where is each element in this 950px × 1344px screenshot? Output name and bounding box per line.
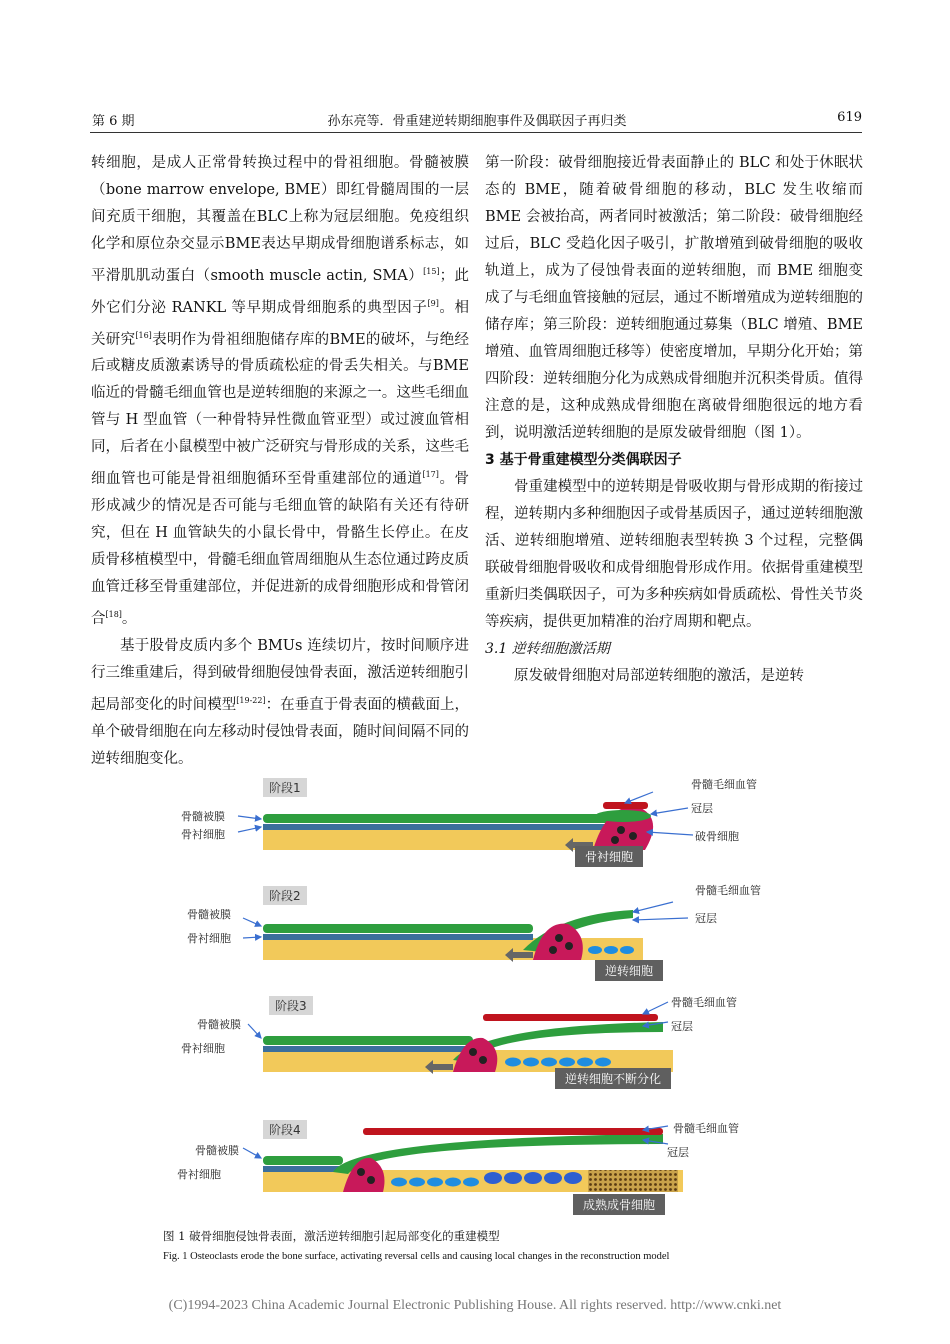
label-canopy: 冠层 (691, 802, 713, 815)
label-blc: 骨衬细胞 (177, 1168, 221, 1181)
label-osteoclast: 破骨细胞 (695, 830, 739, 843)
paragraph: 原发破骨细胞对局部逆转细胞的激活，是逆转 (514, 668, 804, 684)
citation[interactable]: [19-22] (236, 696, 266, 706)
label-bme: 骨髓被膜 (187, 908, 231, 921)
label-bme: 骨髓被膜 (181, 810, 225, 823)
right-column (485, 150, 863, 690)
paragraph: 骨重建模型中的逆转期是骨吸收期与骨形成期的衔接过程，逆转期内多种细胞因子或骨基质因子，通过逆转细胞激活、逆转细胞增殖、逆转细胞表型转换 3 个过程，完整偶联破骨细胞骨吸收和成骨细胞骨形成作用。依据骨重建模型重新归类偶联因子，可为多种疾病如骨质疏松、骨性关节炎等疾病，提供更加精准的治疗周期和靶点。 (485, 479, 863, 630)
label-canopy: 冠层 (695, 912, 717, 925)
stage-2-label: 阶段2 (263, 886, 307, 905)
stage-3-label: 阶段3 (269, 996, 313, 1015)
running-title: 孙东亮等．骨重建逆转期细胞事件及偶联因子再归类 (327, 114, 627, 129)
citation[interactable]: [16] (135, 330, 152, 340)
citation[interactable]: [15] (423, 267, 440, 276)
label-blc: 骨衬细胞 (187, 932, 231, 945)
paragraph: 基于股骨皮质内多个 BMUs 连续切片，按时间顺序进行三维重建后，得到破骨细胞侵蚀骨表面，激活逆转细胞引起局部变化的时间模型[19-22]：在垂直于骨表面的横截面上，单个破骨细胞在向左移动时侵蚀骨表面，随时间间隔不同的逆转细胞变化。 (91, 638, 470, 767)
label-blc: 骨衬细胞 (181, 828, 225, 841)
citation[interactable]: [9] (427, 298, 439, 308)
label-capillary: 骨髓毛细血管 (673, 1122, 739, 1135)
label-blc: 骨衬细胞 (181, 1042, 225, 1055)
label-capillary: 骨髓毛细血管 (695, 884, 761, 897)
paragraph: 第一阶段：破骨细胞接近骨表面静止的 BLC 和处于休眠状态的 BME，随着破骨细胞的移动，BLC 发生收缩而 BME 会被抬高，两者同时被激活；第二阶段：破骨细胞经过后，BLC 受趋化因子吸引，扩散增殖到破骨细胞的吸收轨道上，成为了侵蚀骨表面的逆转细胞，而 BME 细胞变成了与毛细血管接触的冠层，通过不断增殖成为逆转细胞的储存库；第三阶段：逆转细胞通过募集（BLC 增殖、BME 增殖、血管周细胞迁移等）使密度增加，早期分化开始；第四阶段：逆转细胞分化为成熟成骨细胞并沉积类骨质。值得注意的是，这种成熟成骨细胞在离破骨细胞很远的地方看到，说明激活逆转细胞的是原发破骨细胞（图 1）。 (485, 155, 863, 441)
subsection-heading: 3.1 逆转细胞激活期 (485, 641, 610, 657)
label-canopy: 冠层 (671, 1020, 693, 1033)
page-number: 619 (837, 110, 862, 125)
label-canopy: 冠层 (667, 1146, 689, 1159)
left-column (91, 150, 469, 773)
label-bme: 骨髓被膜 (197, 1018, 241, 1031)
label-capillary: 骨髓毛细血管 (691, 778, 757, 791)
stage-2-diagram (243, 902, 688, 962)
header-rule (90, 132, 862, 133)
stage-3-bottom-label: 逆转细胞不断分化 (555, 1068, 671, 1089)
label-bme: 骨髓被膜 (195, 1144, 239, 1157)
paragraph: 转细胞，是成人正常骨转换过程中的骨祖细胞。骨髓被膜（bone marrow envelope, BME）即红骨髓周围的一层间充质干细胞，其覆盖在BLC上称为冠层细胞。免疫组织化学和原位杂交显示BME表达早期成骨细胞谱系标志，如平滑肌肌动蛋白（smooth muscle actin, SMA）[15]；此外它们分泌 RANKL 等早期成骨细胞系的典型因子[9]。相关研究[16]表明作为骨祖细胞储存库的BME的破坏，与绝经后或糖皮质激素诱导的骨质疏松症的骨丢失相关。与BME临近的骨髓毛细血管也是逆转细胞的来源之一。这些毛细血管与 H 型血管（一种骨特异性微血管亚型）或过渡血管相同，后者在小鼠模型中被广泛研究与骨形成的关系，这些毛细血管也可能是骨祖细胞循环至骨重建部位的通道[17]。骨形成减少的情况是否可能与毛细血管的缺陷有关还有待研究，但在 H 血管缺失的小鼠长骨中，骨骼生长停止。在皮质骨移植模型中，骨髓毛细血管周细胞从生态位通过跨皮质血管迁移至骨重建部位，并促进新的成骨细胞形成和骨管闭合[18]。 (91, 155, 470, 628)
figure-caption-cn: 图 1 破骨细胞侵蚀骨表面，激活逆转细胞引起局部变化的重建模型 (163, 1229, 500, 1243)
label-capillary: 骨髓毛细血管 (671, 996, 737, 1009)
running-header (92, 110, 862, 132)
figure-caption-en: Fig. 1 Osteoclasts erode the bone surface, activating reversal cells and causing local changes in the reconstruction model (163, 1251, 670, 1262)
stage-1-bottom-label: 骨衬细胞 (575, 846, 643, 867)
issue-number: 第 6 期 (92, 114, 135, 129)
citation[interactable]: [18] (105, 610, 122, 620)
figure-1 (163, 770, 803, 1220)
stage-1-label: 阶段1 (263, 778, 307, 797)
copyright-footer: (C)1994-2023 China Academic Journal Electronic Publishing House. All rights reserved. http://www.cnki.net (168, 1298, 782, 1313)
stage-4-diagram (243, 1126, 683, 1192)
stage-4-label: 阶段4 (263, 1120, 307, 1139)
stage-1-diagram (238, 792, 693, 852)
citation[interactable]: [17] (422, 470, 439, 480)
section-heading: 3 基于骨重建模型分类偶联因子 (485, 452, 682, 468)
stage-4-bottom-label: 成熟成骨细胞 (573, 1194, 665, 1215)
stage-2-bottom-label: 逆转细胞 (595, 960, 663, 981)
